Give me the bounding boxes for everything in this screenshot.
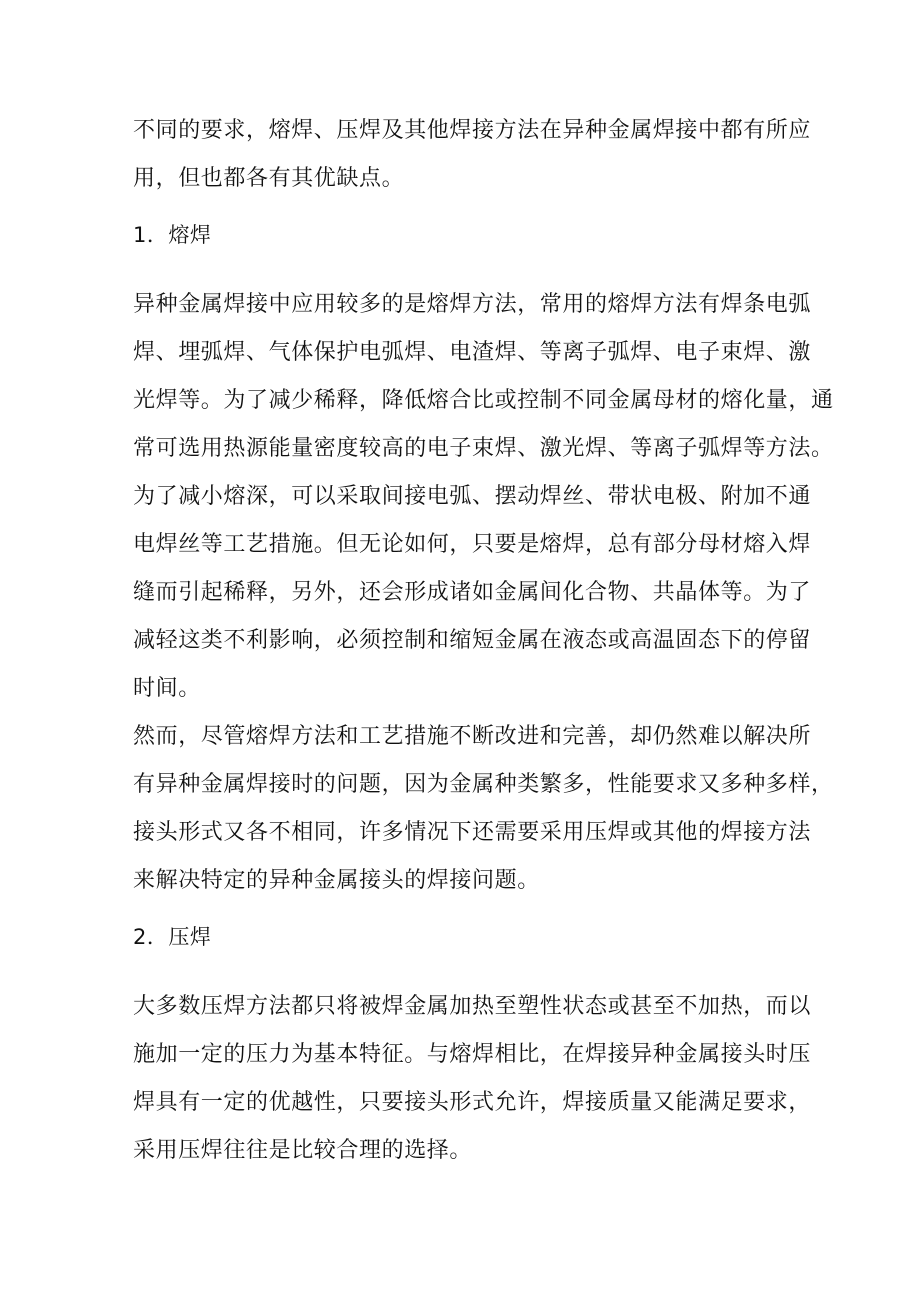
section-heading: 2．压焊 xyxy=(133,925,212,949)
text-line: 用，但也都各有其优缺点。 xyxy=(133,166,405,191)
text-line: 光焊等。为了减少稀释，降低熔合比或控制不同金属母材的熔化量，通 xyxy=(133,388,834,413)
text-line: 不同的要求，熔焊、压焊及其他焊接方法在异种金属焊接中都有所应 xyxy=(133,118,812,143)
text-line: 时间。 xyxy=(133,676,201,701)
text-line: 为了减小熔深，可以采取间接电弧、摆动焊丝、带状电极、附加不通 xyxy=(133,484,812,509)
text-line: 常可选用热源能量密度较高的电子束焊、激光焊、等离子弧焊等方法。 xyxy=(133,436,834,461)
text-line: 减轻这类不利影响，必须控制和缩短金属在液态或高温固态下的停留 xyxy=(133,628,812,653)
text-line: 焊具有一定的优越性，只要接头形式允许，焊接质量又能满足要求， xyxy=(133,1090,812,1115)
section-heading: 1．熔焊 xyxy=(133,223,212,247)
text-line: 缝而引起稀释，另外，还会形成诸如金属间化合物、共晶体等。为了 xyxy=(133,580,812,605)
text-line: 异种金属焊接中应用较多的是熔焊方法，常用的熔焊方法有焊条电弧 xyxy=(133,292,812,317)
text-line: 然而，尽管熔焊方法和工艺措施不断改进和完善，却仍然难以解决所 xyxy=(133,724,812,749)
text-line: 大多数压焊方法都只将被焊金属加热至塑性状态或甚至不加热，而以 xyxy=(133,994,812,1019)
text-line: 施加一定的压力为基本特征。与熔焊相比，在焊接异种金属接头时压 xyxy=(133,1042,812,1067)
text-line: 焊、埋弧焊、气体保护电弧焊、电渣焊、等离子弧焊、电子束焊、激 xyxy=(133,340,812,365)
text-line: 电焊丝等工艺措施。但无论如何，只要是熔焊，总有部分母材熔入焊 xyxy=(133,532,812,557)
text-line: 采用压焊往往是比较合理的选择。 xyxy=(133,1138,473,1163)
text-line: 接头形式又各不相同，许多情况下还需要采用压焊或其他的焊接方法 xyxy=(133,820,812,845)
text-line: 来解决特定的异种金属接头的焊接问题。 xyxy=(133,868,540,893)
text-line: 有异种金属焊接时的问题，因为金属种类繁多，性能要求又多种多样， xyxy=(133,772,834,797)
